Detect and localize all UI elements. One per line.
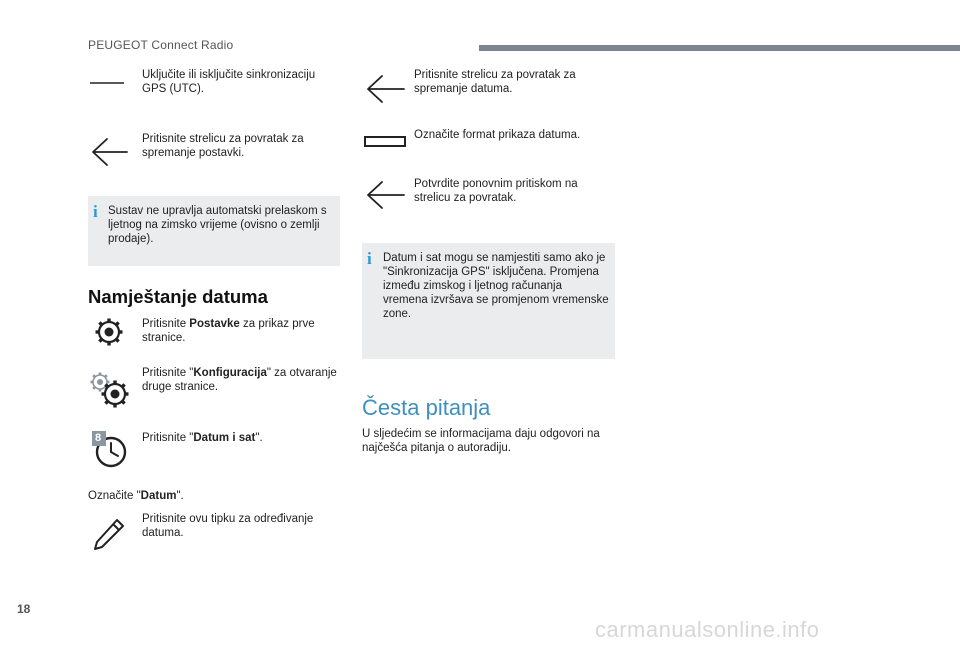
gear-icon bbox=[94, 317, 124, 347]
watermark: carmanualsonline.info bbox=[595, 617, 820, 642]
back-arrow-icon bbox=[90, 137, 128, 167]
back-arrow-icon bbox=[365, 180, 405, 210]
step-settings-text: Pritisnite Postavke za prikaz prve stranice. bbox=[142, 318, 315, 344]
faq-intro-text: U sljedećim se informacijama daju odgovori na najčešća pitanja o autoradiju. bbox=[362, 428, 600, 454]
double-gear-icon bbox=[88, 370, 130, 410]
back-save-settings-text: Pritisnite strelicu za povratak za spremanje postavki. bbox=[142, 133, 304, 159]
page-number: 18 bbox=[17, 602, 31, 616]
edit-date-text: Pritisnite ovu tipku za određivanje datuma. bbox=[142, 513, 314, 539]
info-icon: i bbox=[367, 249, 372, 268]
step-config-text: Pritisnite "Konfiguracija" za otvaranje druge stranice. bbox=[142, 367, 337, 393]
back-save-date-text: Pritisnite strelicu za povratak za spremanje datuma. bbox=[414, 69, 576, 95]
section-title-date: Namještanje datuma bbox=[88, 286, 268, 307]
info-icon: i bbox=[93, 202, 98, 221]
select-date-text: Označite "Datum". bbox=[88, 490, 184, 502]
step-datetime-text: Pritisnite "Datum i sat". bbox=[142, 432, 263, 444]
confirm-back-text: Potvrdite ponovnim pritiskom na strelicu za povratak. bbox=[414, 178, 578, 204]
note-dst-text: Sustav ne upravlja automatski prelaskom s ljetnog na zimsko vrijeme (ovisno o zemlji prodaje). bbox=[108, 205, 327, 245]
back-arrow-icon bbox=[365, 74, 405, 104]
gps-sync-text: Uključite ili isključite sinkronizaciju GPS (UTC). bbox=[142, 69, 316, 95]
format-bar-icon bbox=[364, 136, 406, 148]
clock-badge: 8 bbox=[95, 432, 102, 444]
faq-title: Česta pitanja bbox=[362, 395, 491, 420]
pencil-icon bbox=[93, 517, 125, 551]
toggle-line-icon bbox=[90, 80, 124, 86]
date-format-text: Označite format prikaza datuma. bbox=[414, 129, 581, 141]
header-title: PEUGEOT Connect Radio bbox=[88, 38, 234, 52]
note-gps-text: Datum i sat mogu se namjestiti samo ako je "Sinkronizacija GPS" isključena. Promjena između zimskog i ljetnog računanja vremena izvršava se promjenom vremenske zone. bbox=[383, 252, 609, 320]
header-bar bbox=[479, 45, 960, 51]
